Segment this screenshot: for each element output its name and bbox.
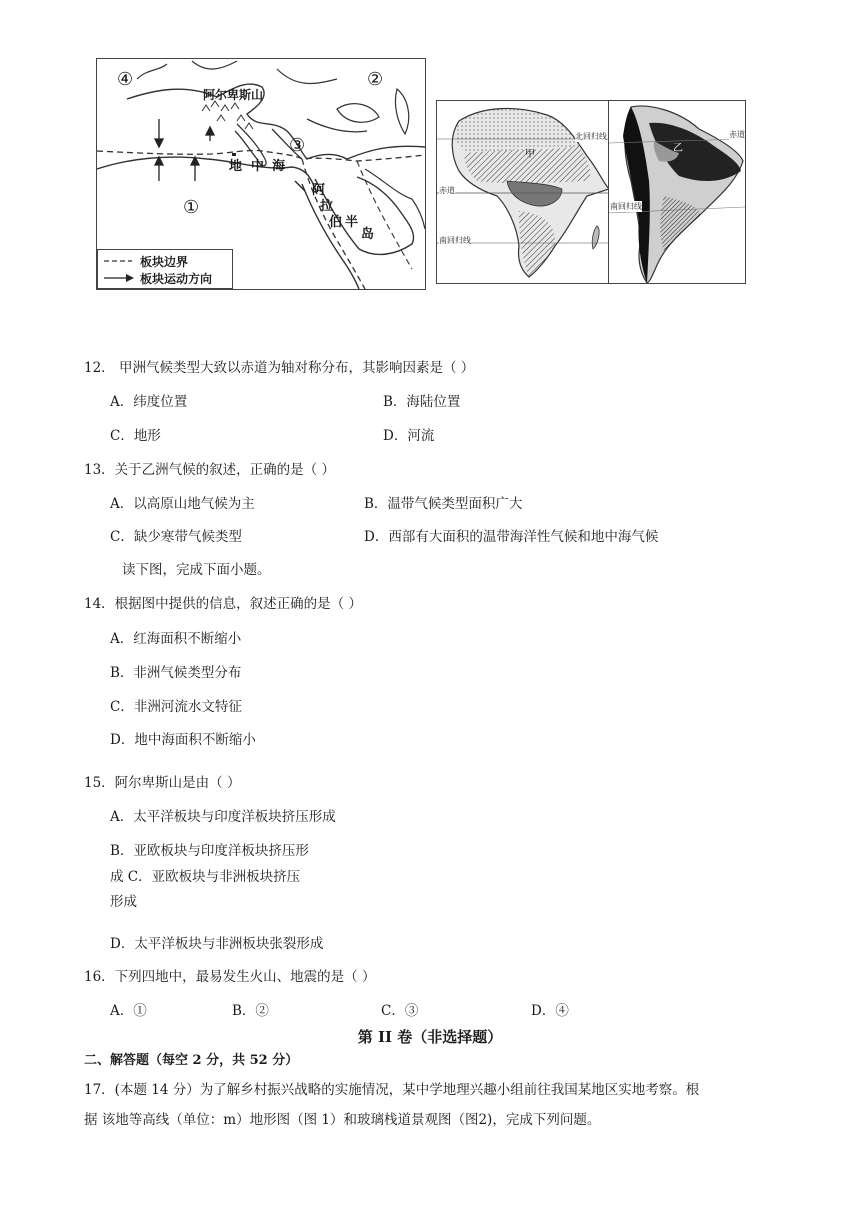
- plate-region-2: ②: [367, 69, 384, 90]
- legend-plate-boundary: 板块边界: [140, 255, 189, 269]
- q15-option-c-line1: 成 C．亚欧板块与非洲板块挤压: [110, 869, 301, 885]
- q16-option-c: C．③: [381, 1003, 419, 1019]
- plate-map-legend: [97, 249, 233, 289]
- q13-option-c: C．缺少寒带气候类型: [110, 529, 242, 545]
- reading-intro: 读下图，完成下面小题。: [122, 562, 271, 578]
- q14-option-c: C．非洲河流水文特征: [110, 699, 242, 715]
- q15-stem: 15．阿尔卑斯山是由（ ）: [84, 775, 241, 791]
- plate-region-3: ③: [289, 135, 306, 156]
- q13-stem: 13．关于乙洲气候的叙述，正确的是（ ）: [84, 462, 335, 478]
- q15-option-d: D．太平洋板块与非洲板块张裂形成: [110, 936, 324, 952]
- africa-drawing: [437, 101, 609, 283]
- q16-stem: 16．下列四地中，最易发生火山、地震的是（ ）: [84, 969, 376, 985]
- q12-option-b: B．海陆位置: [383, 394, 461, 410]
- africa-south-tropic-label: 南回归线: [439, 236, 471, 245]
- plate-region-1: ①: [183, 197, 200, 218]
- q17-line2: 据 该地等高线（单位：m）地形图（图 1）和玻璃栈道景观图（图2)，完成下列问题。: [84, 1112, 601, 1128]
- q15-option-b: B．亚欧板块与印度洋板块挤压形: [110, 843, 309, 859]
- arabia-char-3: 伯: [329, 215, 343, 230]
- q14-stem: 14．根据图中提供的信息，叙述正确的是（ ）: [84, 596, 362, 612]
- q13-option-a: A．以高原山地气候为主: [110, 496, 255, 512]
- q15-option-a: A．太平洋板块与印度洋板块挤压形成: [110, 809, 336, 825]
- legend-plate-direction: 板块运动方向: [140, 272, 213, 286]
- q16-option-d: D．④: [531, 1003, 569, 1019]
- south-america-drawing: [609, 101, 745, 283]
- south-america-climate-map: [608, 100, 746, 284]
- q12-stem: 12． 甲洲气候类型大致以赤道为轴对称分布，其影响因素是（ ）: [84, 360, 475, 376]
- africa-climate-map: [436, 100, 610, 284]
- mediterranean-char-3: 海: [272, 159, 286, 174]
- mediterranean-char-2: 中: [251, 159, 265, 174]
- q12-option-a: A．纬度位置: [110, 394, 188, 410]
- africa-north-tropic-label: 北回归线: [575, 132, 607, 141]
- q14-option-b: B．非洲气候类型分布: [110, 665, 242, 681]
- q12-option-c: C．地形: [110, 428, 161, 444]
- q16-option-a: A．①: [110, 1003, 147, 1019]
- section-2-title: 第 II 卷（非选择题）: [357, 1028, 503, 1046]
- q12-option-d: D．河流: [383, 428, 435, 444]
- africa-zone-label: 甲: [525, 149, 535, 160]
- alps-label: 阿尔卑斯山: [203, 88, 264, 102]
- q17-line1: 17．(本题 14 分）为了解乡村振兴战略的实施情况，某中学地理兴趣小组前往我国某地区实地考察。根: [84, 1082, 700, 1098]
- q14-option-d: D．地中海面积不断缩小: [110, 732, 256, 748]
- q13-option-d: D．西部有大面积的温带海洋性气候和地中海气候: [364, 529, 659, 545]
- sa-equator-label: 赤道: [729, 130, 745, 139]
- section-2-subtitle: 二、解答题（每空 2 分，共 52 分）: [84, 1053, 299, 1068]
- plate-map: [96, 58, 426, 290]
- q14-option-a: A．红海面积不断缩小: [110, 631, 242, 647]
- sa-south-tropic-label: 南回归线: [610, 202, 642, 211]
- africa-equator-label: 赤道: [439, 186, 455, 195]
- plate-region-4: ④: [117, 69, 134, 90]
- sa-zone-label: 乙: [673, 143, 683, 154]
- arabia-char-1: 阿: [312, 183, 326, 198]
- q13-option-b: B．温带气候类型面积广大: [364, 496, 523, 512]
- q15-option-c-line2: 形成: [110, 894, 137, 910]
- arabia-char-2: 拉: [320, 199, 334, 214]
- q16-option-b: B．②: [232, 1003, 269, 1019]
- mediterranean-char-1: 地: [229, 159, 243, 174]
- arabia-char-5: 岛: [361, 227, 375, 242]
- arabia-char-4: 半: [345, 215, 359, 230]
